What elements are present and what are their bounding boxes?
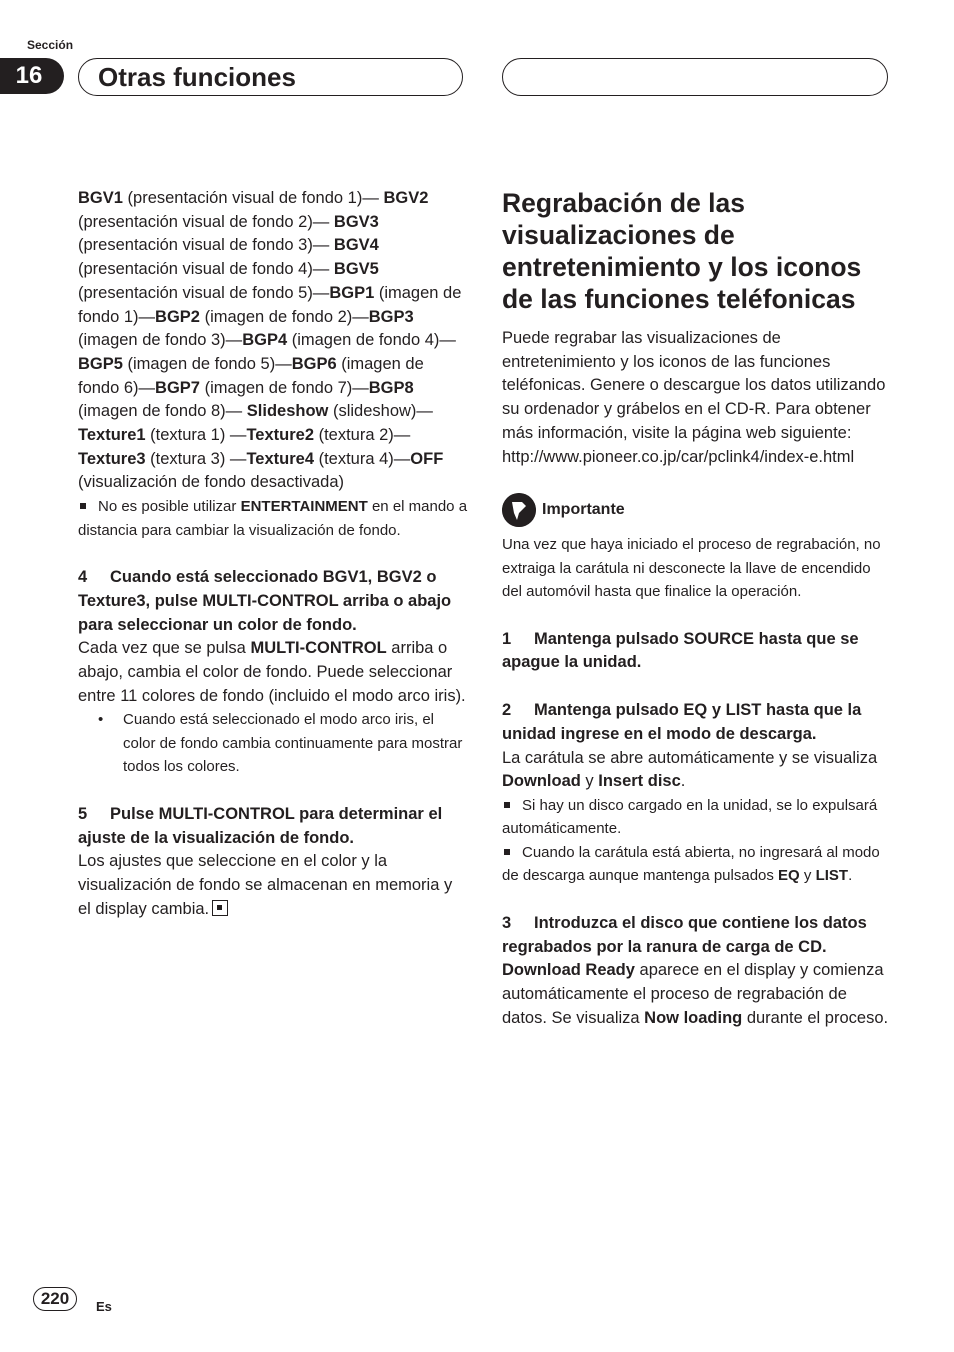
step-3-body: Download Ready aparece en el display y comienza automáticamente el proceso de regrabación de datos. Se visualiza Now loading durante el proceso. <box>502 961 889 1027</box>
square-bullet-icon <box>80 503 86 509</box>
header-right-frame <box>502 58 888 96</box>
step-5-body: Los ajustes que seleccione en el color y la visualización de fondo se almacenan en memoria y el display cambia. <box>78 852 453 918</box>
background-options-list: BGV1 (presentación visual de fondo 1)— BGV2 (presentación visual de fondo 2)— BGV3 (presentación visual de fondo 3)— BGV4 (presentación visual de fondo 4)— BGV5 (presentación visual de fondo 5)—BGP1 (imagen de fondo 1)—BGP2 (imagen de fondo 2)—BGP3 (imagen de fondo 3)—BGP4 (imagen de fondo 4)—BGP5 (imagen de fondo 5)—BGP6 (imagen de fondo 6)—BGP7 (imagen de fondo 7)—BGP8 (imagen de fondo 8)— Slideshow (slideshow)—Texture1 (textura 1) —Texture2 (textura 2)—Texture3 (textura 3) —Texture4 (textura 4)—OFF (visualización de fondo desactivada) <box>78 189 462 492</box>
list-item: • Cuando está seleccionado el modo arco iris, el color de fondo cambia continuamente para mostrar todos los colores. <box>123 708 468 779</box>
important-header <box>502 493 892 527</box>
square-bullet-icon <box>504 802 510 808</box>
note-entertainment: No es posible utilizar ENTERTAINMENT en el mando a distancia para cambiar la visualización de fondo. <box>78 498 468 539</box>
step-2-title: 2 Mantenga pulsado EQ y LIST hasta que la unidad ingrese en el modo de descarga. <box>502 701 862 743</box>
page-title: Otras funciones <box>98 62 296 92</box>
section-number-badge: 16 <box>0 58 64 94</box>
left-column <box>78 187 468 921</box>
step-2-body: La carátula se abre automáticamente y se visualiza Download y Insert disc. <box>502 748 878 791</box>
section-end-icon <box>212 900 228 916</box>
step-4-body: Cada vez que se pulsa MULTI-CONTROL arriba o abajo, cambia el color de fondo. Puede seleccionar entre 11 colores de fondo (incluido el modo arco iris). <box>78 639 466 705</box>
right-column <box>502 187 892 1030</box>
step-4-title: 4 Cuando está seleccionado BGV1, BGV2 o Texture3, pulse MULTI-CONTROL arriba o abajo para seleccionar un color de fondo. <box>78 568 452 634</box>
pioneer-url: http://www.pioneer.co.jp/car/pclink4/index-e.html <box>502 447 855 466</box>
step-5-title: 5 Pulse MULTI-CONTROL para determinar el ajuste de la visualización de fondo. <box>78 804 443 847</box>
section-heading: Regrabación de las visualizaciones de entretenimiento y los iconos de las funciones teléfonicas <box>502 188 862 314</box>
page-number: 220 <box>33 1287 77 1311</box>
important-label: Importante <box>542 501 625 519</box>
step-3-title: 3 Introduzca el disco que contiene los datos regrabados por la ranura de carga de CD. <box>502 913 867 956</box>
language-code: Es <box>96 1299 112 1314</box>
square-bullet-icon <box>504 849 510 855</box>
section-label: Sección <box>27 38 74 52</box>
important-icon <box>502 493 536 527</box>
intro-text: Puede regrabar las visualizaciones de entretenimiento y los iconos de las funciones teléfonicas. Genere o descargue los datos utilizando su ordenador y grábelos en el CD-R. Para obtener más información, visite la página web siguiente: <box>502 329 886 442</box>
step-4-bullets <box>78 708 468 779</box>
important-text: Una vez que haya iniciado el proceso de regrabación, no extraiga la carátula ni desconecte la llave de encendido del automóvil hasta que finalice la operación. <box>502 536 881 601</box>
step-1-title: 1 Mantenga pulsado SOURCE hasta que se apague la unidad. <box>502 629 859 672</box>
note-disc-eject: Si hay un disco cargado en la unidad, se lo expulsará automáticamente. <box>502 796 878 838</box>
note-faceplate-open: Cuando la carátula está abierta, no ingresará al modo de descarga aunque mantenga pulsados EQ y LIST. <box>502 843 880 885</box>
